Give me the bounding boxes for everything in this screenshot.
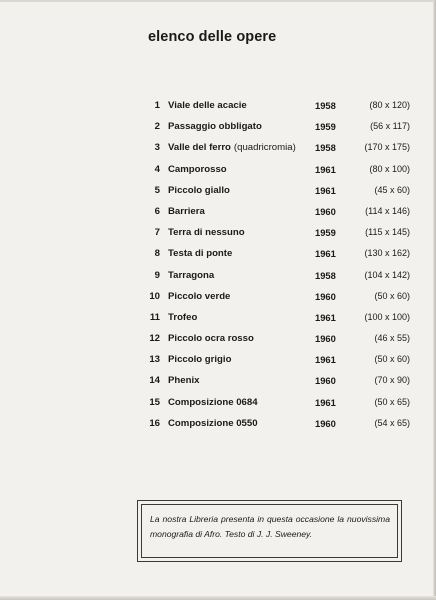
work-title: Piccolo giallo [168,184,230,196]
work-title: Testa di ponte [168,248,233,260]
work-dimensions: (114 x 146) [365,205,410,216]
work-title-line [168,375,199,386]
work-title-line [168,291,230,302]
work-row [0,287,436,308]
work-number: 6 [154,205,160,217]
work-title-line [168,227,245,238]
work-title-line [168,164,227,175]
work-number: 14 [149,375,160,387]
work-number: 3 [154,142,160,154]
work-number: 9 [154,269,160,281]
work-year: 1958 [315,269,336,281]
work-row [0,96,436,117]
work-number: 15 [149,396,160,408]
work-title: Camporosso [168,163,227,175]
work-title-line [168,270,214,281]
work-year: 1960 [315,375,336,387]
work-year: 1961 [315,248,336,260]
work-dimensions: (104 x 142) [364,269,410,280]
work-number: 7 [154,227,160,239]
work-dimensions: (45 x 60) [374,184,410,195]
work-number: 13 [149,354,160,366]
work-title: Passaggio obbligato [168,121,262,133]
work-number: 1 [154,100,160,111]
work-title: Barriera [168,205,205,217]
work-row [0,160,436,181]
work-dimensions: (46 x 55) [374,333,410,344]
work-title-line [168,418,258,429]
page-title: elenco delle opere [148,29,277,45]
work-year: 1960 [315,290,336,302]
work-title-line [168,121,262,132]
work-row [0,223,436,244]
work-dimensions: (170 x 175) [364,142,410,153]
work-dimensions: (56 x 117) [370,121,410,132]
work-row [0,414,436,435]
work-row [0,138,436,159]
work-title-line [168,354,231,365]
work-title: Composizione 0684 [168,396,258,408]
work-title-line [168,185,230,196]
work-dimensions: (70 x 90) [374,375,410,386]
work-row [0,117,436,138]
work-year: 1959 [315,227,336,239]
note-text: La nostra Libreria presenta in questa occasione la nuovissima monografia di Afro. Testo di J. J. Sweeney. [150,514,390,539]
work-title-line [168,248,232,259]
work-number: 5 [154,184,160,196]
work-title: Piccolo ocra rosso [168,333,254,345]
work-number: 16 [149,417,160,429]
work-year: 1961 [315,184,336,196]
work-year: 1960 [315,333,336,345]
work-year: 1961 [315,396,336,408]
works-list [0,96,436,435]
work-dimensions: (80 x 100) [369,163,410,174]
work-number: 11 [149,311,160,323]
work-year: 1961 [315,311,336,323]
work-row [0,244,436,265]
work-row [0,393,436,414]
work-title-line [168,312,197,323]
work-title: Terra di nessuno [168,227,245,239]
work-number: 4 [154,163,160,175]
work-title: Viale delle acacie [168,100,247,111]
work-year: 1958 [315,142,336,154]
work-title: Tarragona [168,269,215,281]
work-title: Piccolo verde [168,290,231,302]
work-year: 1960 [315,417,336,429]
work-dimensions: (50 x 60) [374,290,410,301]
work-number: 2 [154,121,160,133]
work-row [0,266,436,287]
work-year: 1960 [315,205,336,217]
work-dimensions: (50 x 60) [374,354,410,365]
work-dimensions: (100 x 100) [364,311,410,322]
work-title-line [168,100,247,111]
work-row [0,181,436,202]
work-title: Phenix [168,375,200,387]
work-year: 1961 [315,354,336,366]
work-dimensions: (115 x 145) [365,227,410,238]
work-title-line [168,142,296,153]
work-dimensions: (54 x 65) [374,417,410,428]
work-technique: (quadricromia) [233,142,296,154]
work-title: Composizione 0550 [168,417,258,429]
work-number: 12 [149,333,160,345]
work-title-line [168,333,254,344]
work-number: 10 [149,290,160,302]
note-box [137,500,402,562]
work-row [0,371,436,392]
work-title-line [168,397,258,408]
work-title: Trofeo [168,311,198,323]
work-year: 1959 [315,121,336,133]
page-edge-top [0,0,436,2]
work-year: 1958 [315,100,336,111]
work-row [0,202,436,223]
work-title: Valle del ferro [168,142,231,154]
work-dimensions: (50 x 65) [374,396,410,407]
work-dimensions: (80 x 120) [369,100,410,110]
work-number: 8 [154,248,160,260]
work-row [0,329,436,350]
work-row [0,308,436,329]
work-row [0,350,436,371]
page-edge-bottom [0,596,436,600]
work-title-line [168,206,205,217]
work-title: Piccolo grigio [168,354,232,366]
work-dimensions: (130 x 162) [364,248,410,259]
work-year: 1961 [315,163,336,175]
